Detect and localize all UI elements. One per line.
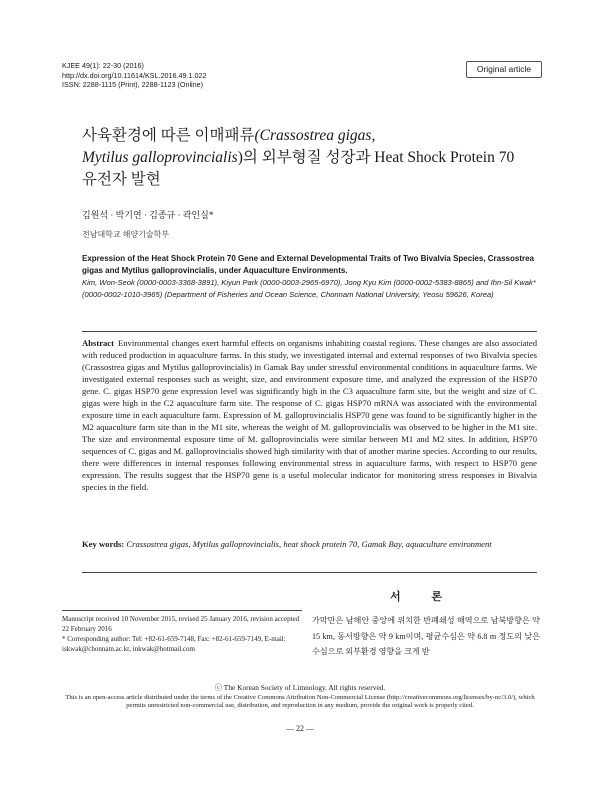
paper-title-korean bbox=[82, 125, 552, 191]
footnote-rule bbox=[62, 610, 302, 611]
title-line1-italic: (Crassostrea gigas, bbox=[254, 127, 376, 144]
article-type-badge: Original article bbox=[466, 61, 542, 78]
title-line2-italic: Mytilus galloprovincialis bbox=[82, 149, 238, 166]
english-title: Expression of the Heat Shock Protein 70 Gene and External Developmental Traits of Two Bivalvia Species, Crassostrea gigas and Mytilus galloprovincialis, under Aquaculture Environments. bbox=[82, 254, 535, 275]
abstract-bottom-rule bbox=[82, 572, 537, 573]
intro-paragraph: 가막만은 남해안 중앙에 위치한 반폐쇄성 해역으로 남북방향은 약 15 km, 동서방향은 약 9 km이며, 평균수심은 약 6.8 m 정도의 낮은 수심으로 외부환경 영향을 크게 받 bbox=[312, 616, 540, 657]
title-line1-korean: 사육환경에 따른 이매패류 bbox=[82, 127, 255, 144]
english-credits: Kim, Won-Seok (0000-0003-3368-3891), Kiyun Park (0000-0003-2965-6970), Jong Kyu Kim (0000-0002-5383-8865) and Ihn-Sil Kwak* (0000-0002-1010-3965) (Department of Fisheries and Ocean Science, Chonnam National University, Yeosu 59626, Korea) bbox=[82, 278, 536, 299]
keywords-label: Key words: bbox=[82, 539, 125, 549]
abstract-label: Abstract bbox=[82, 338, 114, 348]
title-line3: 유전자 발현 bbox=[82, 171, 161, 188]
keywords bbox=[82, 538, 537, 550]
issn-line: ISSN: 2288-1115 (Print), 2288-1123 (Online) bbox=[62, 80, 204, 90]
abstract-text: Environmental changes exert harmful effects on organisms inhabiting coastal regions. These changes are also associated with reduced production in aquaculture farms. In this study, we investigated internal and external responses of two Bivalvia species (Crassostrea gigas and Mytilus galloprovincialis) in Gamak Bay under stressful environmental conditions in aquaculture farms. We investigated external responses such as weight, size, and environment exposure time, and analyzed the expression of the HSP70 gene. C. gigas HSP70 gene expression level was significantly high in the C3 aquaculture farm site, but the weight and size of C. gigas were high in the C2 aquaculture farm site. The response of C. gigas HSP70 mRNA was associated with the environmental exposure time in each aquaculture farm. Expression of M. galloprovincialis HSP70 gene was found to be significantly higher in the M2 aquaculture farm site than in the M1 site, whereas the weight of M. galloprovincialis was observed to be higher in the M1 site. The size and environmental exposure time of M. galloprovincialis were similar between M1 and M2 sites. In addition, HSP70 sequences of C. gigas and M. galloprovincialis showed high similarity with that of another marine species. According to our results, there were differences in internal responses following environmental stress in aquaculture farms, with respect to HSP70 gene expression. The results suggest that the HSP70 gene is a useful molecular indicator for monitoring stress responses in Bivalvia species in the field. bbox=[82, 338, 537, 492]
license-notice: This is an open-access article distributed under the terms of the Creative Commons Attribution Non-Commercial License (http://creativecommons.org/licenses/by-nc/3.0/), which permits unrestricted non-commercial use, distribution, and reproduction in any medium, provide the original work is properly cited. bbox=[65, 694, 535, 710]
corresponding-author: * Corresponding author: Tel: +82-61-659-7148, Fax: +82-61-659-7149, E-mail: iskwak@chonnam.ac.kr, inkwak@hotmail.com bbox=[62, 635, 286, 653]
doi-link[interactable]: http://dx.doi.org/10.11614/KSL.2016.49.1.022 bbox=[62, 70, 207, 80]
manuscript-dates: Manuscript received 10 November 2015, revised 25 January 2016, revision accepted 22 February 2016 bbox=[62, 615, 300, 633]
page-number: — 22 — bbox=[286, 724, 314, 733]
journal-citation: KJEE 49(1): 22-30 (2016) bbox=[62, 61, 144, 70]
abstract-top-rule bbox=[82, 331, 537, 332]
author-list: 김원석 · 박기연 · 김종규 · 곽인실* bbox=[82, 210, 214, 220]
footnotes bbox=[62, 614, 302, 654]
affiliation: 전남대학교 해양기술학부 bbox=[82, 230, 170, 239]
section-heading-intro: 서 론 bbox=[390, 591, 457, 603]
title-line2-rest: )의 외부형질 성장과 Heat Shock Protein 70 bbox=[237, 149, 515, 166]
journal-meta bbox=[62, 61, 207, 90]
copyright-notice: ⓒ The Korean Society of Limnology. All rights reserved. bbox=[214, 683, 386, 692]
abstract bbox=[82, 337, 537, 493]
keywords-text: Crassostrea gigas, Mytilus galloprovincialis, heat shock protein 70, Gamak Bay, aquaculture environment bbox=[126, 539, 492, 549]
